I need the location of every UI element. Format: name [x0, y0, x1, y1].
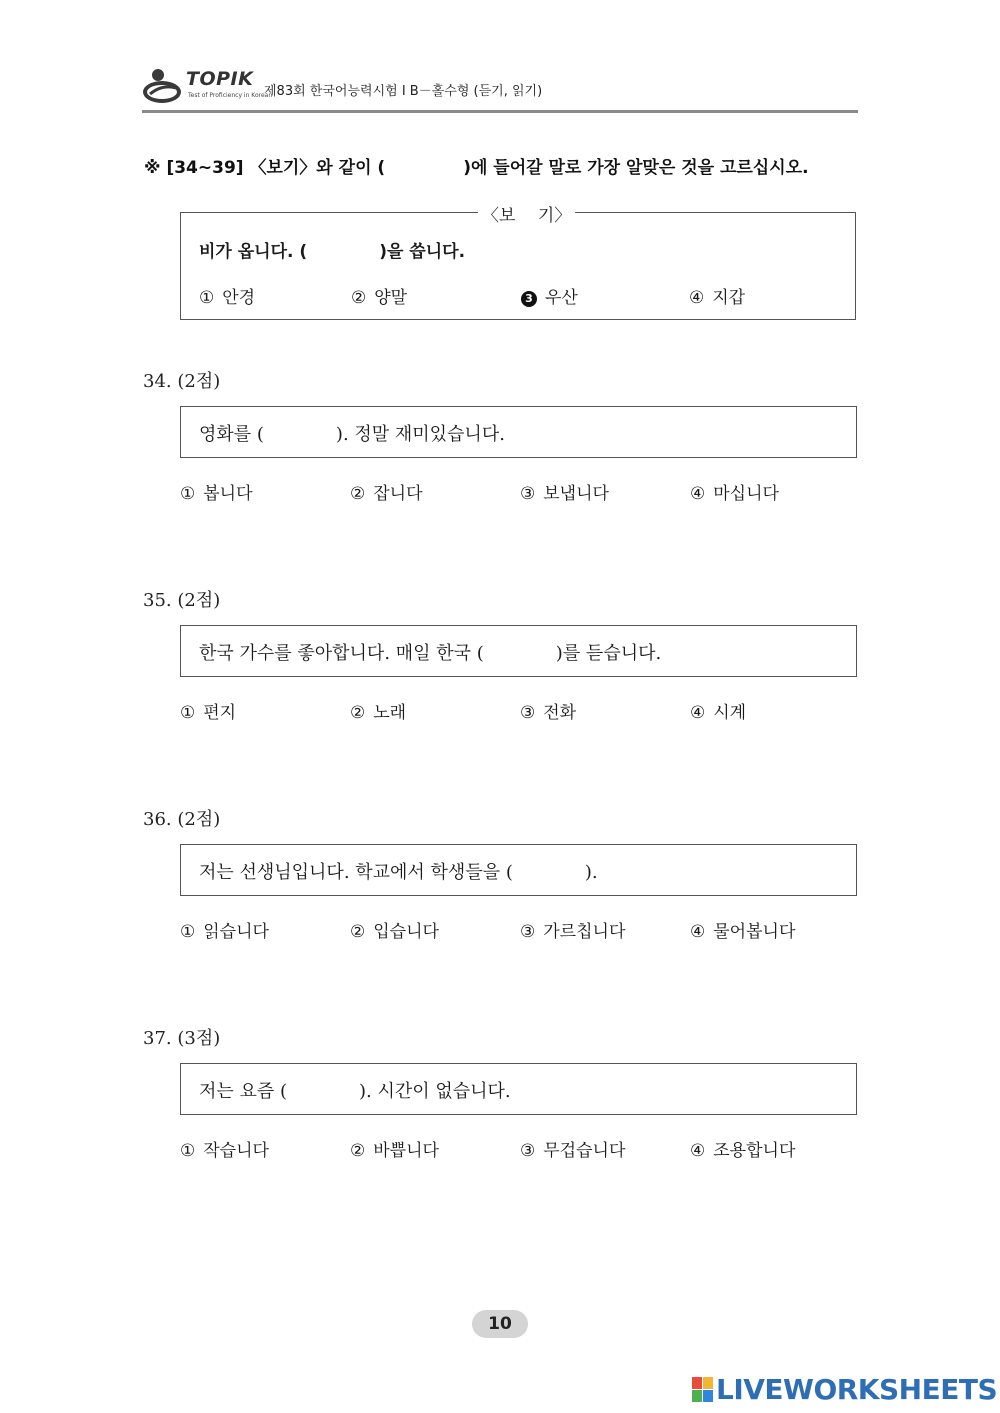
question-37-option-4[interactable]: ④ 조용합니다	[690, 1141, 796, 1161]
header-divider	[142, 110, 858, 113]
question-37-number: 37. (3점)	[143, 1028, 221, 1049]
question-37-options	[180, 1136, 860, 1162]
example-box	[180, 206, 856, 320]
question-34-option-2[interactable]: ② 잡니다	[350, 484, 423, 504]
instruction-suffix: )에 들어갈 말로 가장 알맞은 것을 고르십시오.	[463, 158, 809, 178]
page-header	[142, 66, 858, 112]
example-option-3-selected: 3 우산	[521, 283, 578, 308]
question-35-text: 한국 가수를 좋아합니다. 매일 한국 ( )를 듣습니다.	[199, 643, 662, 664]
question-37-box	[180, 1063, 857, 1115]
question-35-option-1[interactable]: ① 편지	[180, 703, 237, 723]
question-36-option-4[interactable]: ④ 물어봅니다	[690, 922, 796, 942]
question-37-text: 저는 요즘 ( ). 시간이 없습니다.	[199, 1081, 511, 1102]
question-36-option-3[interactable]: ③ 가르칩니다	[520, 922, 626, 942]
question-36-number: 36. (2점)	[143, 809, 221, 830]
example-options	[199, 283, 879, 309]
example-sentence	[199, 237, 465, 262]
question-36-options	[180, 917, 860, 943]
question-36-option-1[interactable]: ① 읽습니다	[180, 922, 269, 942]
exam-title: 제83회 한국어능력시험 I B－홀수형 (듣기, 읽기)	[264, 84, 543, 99]
question-34-options	[180, 479, 860, 505]
question-36-option-2[interactable]: ② 입습니다	[350, 922, 439, 942]
logo-subtitle: Test of Proficiency in Korean	[188, 92, 273, 99]
question-36-text: 저는 선생님입니다. 학교에서 학생들을 ( ).	[199, 862, 598, 883]
example-option-1: ① 안경	[199, 288, 256, 308]
example-sentence-after: )을 씁니다.	[379, 242, 466, 262]
liveworksheets-logo-icon	[692, 1377, 714, 1403]
example-label: 〈보 기〉	[478, 201, 575, 226]
question-34-option-1[interactable]: ① 봅니다	[180, 484, 253, 504]
question-37-option-3[interactable]: ③ 무겁습니다	[520, 1141, 626, 1161]
question-37-option-2[interactable]: ② 바쁩니다	[350, 1141, 439, 1161]
question-35-option-4[interactable]: ④ 시계	[690, 703, 747, 723]
question-35-option-2[interactable]: ② 노래	[350, 703, 407, 723]
question-34-option-4[interactable]: ④ 마십니다	[690, 484, 779, 504]
question-35-box	[180, 625, 857, 677]
instruction-prefix: ※ [34~39] 〈보기〉와 같이 (	[144, 158, 386, 178]
question-35-option-3[interactable]: ③ 전화	[520, 703, 577, 723]
question-35-options	[180, 698, 860, 724]
question-34-box	[180, 406, 857, 458]
question-35-number: 35. (2점)	[143, 590, 221, 611]
example-option-4: ④ 지갑	[689, 288, 746, 308]
example-option-2: ② 양말	[351, 288, 408, 308]
section-instruction	[144, 153, 864, 178]
example-sentence-before: 비가 옵니다. (	[199, 242, 308, 262]
logo-wordmark: TOPIK	[186, 68, 254, 90]
page-number: 10	[472, 1310, 528, 1338]
question-36-box	[180, 844, 857, 896]
watermark-text: LIVEWORKSHEETS	[716, 1373, 998, 1406]
topik-logo	[142, 66, 273, 108]
question-37-option-1[interactable]: ① 작습니다	[180, 1141, 269, 1161]
selected-answer-marker: 3	[521, 291, 537, 307]
question-34-text: 영화를 ( ). 정말 재미있습니다.	[199, 424, 505, 445]
question-34-option-3[interactable]: ③ 보냅니다	[520, 484, 609, 504]
question-34-number: 34. (2점)	[143, 371, 221, 392]
topik-emblem-icon	[142, 66, 182, 106]
